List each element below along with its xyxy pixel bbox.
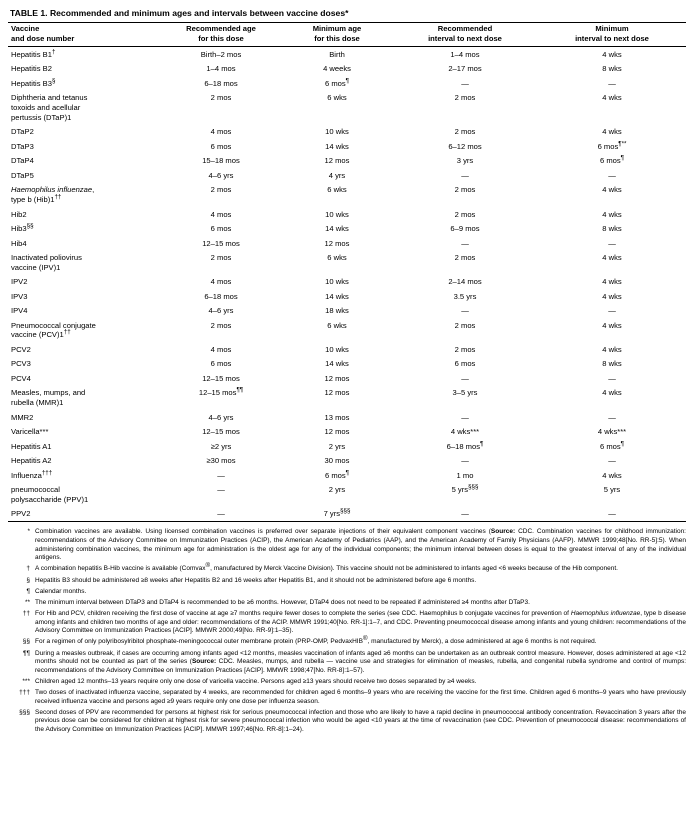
cell-minimum-interval: — xyxy=(608,170,616,180)
table-row xyxy=(8,76,686,91)
cell-minimum-interval: 4 wks xyxy=(602,470,622,480)
cell-recommended-age: 6 mos xyxy=(210,359,232,369)
cell-vaccine-name: pneumococcal polysaccharide (PPV)1 xyxy=(11,485,89,504)
table-row xyxy=(8,207,686,222)
footnote-text: Calendar months. xyxy=(35,587,87,595)
cell-recommended-interval: — xyxy=(461,306,469,316)
rule-segment xyxy=(8,522,160,524)
cell-vaccine-name: Hepatitis A1 xyxy=(11,441,52,451)
cell-recommended-age: 4 mos xyxy=(210,277,232,287)
table-row xyxy=(8,91,686,125)
cell-minimum-interval: 4 wks xyxy=(602,127,622,137)
cell-recommended-interval: — xyxy=(461,456,469,466)
cell-minimum-interval: 4 wks xyxy=(602,277,622,287)
cell-minimum-age: 13 mos xyxy=(324,412,350,422)
cell-minimum-interval: 4 wks xyxy=(602,209,622,219)
cell-vaccine-name: Hib4 xyxy=(11,238,27,248)
cell-recommended-interval: 2 mos xyxy=(454,185,476,195)
cell-recommended-interval: 2 mos xyxy=(454,209,476,219)
footnote xyxy=(8,635,686,647)
footnote-text: Hepatitis B3 should be administered ≥8 weeks after Hepatitis B2 and 16 weeks after Hepatitis B1, and it should not be administered before age 6 months. xyxy=(35,576,477,584)
table-row xyxy=(8,275,686,290)
cell-vaccine-name: IPV2 xyxy=(11,277,28,287)
cell-vaccine-name: DTaP3 xyxy=(11,141,34,151)
cell-recommended-age: 12–15 mos¶¶ xyxy=(198,386,244,398)
cell-minimum-age: 18 wks xyxy=(325,306,349,316)
cell-recommended-age: 4 mos xyxy=(210,127,232,137)
footnote xyxy=(8,599,686,608)
cell-recommended-interval: 4 wks*** xyxy=(450,427,480,437)
cell-minimum-age: 14 wks xyxy=(325,291,349,301)
table-title: TABLE 1. Recommended and minimum ages and intervals between vaccine doses* xyxy=(10,8,349,18)
cell-recommended-interval: 2–14 mos xyxy=(448,277,482,287)
footnote-marker: § xyxy=(26,576,30,584)
footnote-text: For Hib and PCV, children receiving the first dose of vaccine at age ≥7 months require fewer doses to complete the series (see CDC. Haemophilus b conjugate vaccines for prevention of Haemophilus influenzae, type b disease among infants and children two months of age and older: recommendations of the ACIP. MMWR 1991;40[No. RR-1]:1–7, and CDC. Preventing pneumococcal disease among infants and young children: recommendations of the Advisory Committee on Immunization Practices [ACIP]. MMWR 2000;49[No. RR-9]:1–35). xyxy=(35,610,686,635)
column-header-minimum-age xyxy=(282,22,392,47)
footnote-text: A combination hepatitis B-Hib vaccine is available (Comvax®, manufactured by Merck Vaccine Division). This vaccine should not be administered to infants aged <6 weeks because of the Hib component. xyxy=(35,562,618,573)
cell-minimum-age: 14 wks xyxy=(325,141,349,151)
cell-recommended-age: 4–6 yrs xyxy=(208,412,234,422)
cell-minimum-age: 4 yrs xyxy=(328,170,346,180)
footnote-text: For a regimen of only polyribosylribitol phosphate-meningococcal outer membrane protein (PRP-OMP, PedvaxHIB®, manufactured by Merck), a dose administered at age 6 months is not required. xyxy=(35,635,597,646)
cell-vaccine-name: PCV4 xyxy=(11,373,31,383)
cell-recommended-interval: 6–18 mos¶ xyxy=(446,440,484,451)
cell-minimum-age: 7 yrs§§§ xyxy=(323,507,351,519)
table-row xyxy=(8,125,686,140)
cell-vaccine-name: IPV4 xyxy=(11,306,28,316)
column-header-recommended-interval-line1: Recommended xyxy=(437,23,493,33)
column-header-minimum-age-line2: for this dose xyxy=(314,33,360,43)
cell-minimum-interval: 4 wks xyxy=(602,291,622,301)
cell-recommended-interval: — xyxy=(461,373,469,383)
cell-minimum-age: 10 wks xyxy=(325,277,349,287)
cell-minimum-age: 6 wks xyxy=(327,93,347,103)
cell-vaccine-name: Diphtheria and tetanus toxoids and acellular pertussis (DTaP)1 xyxy=(11,93,88,122)
cell-vaccine-name: Inactivated poliovirus vaccine (IPV)1 xyxy=(11,253,82,272)
cell-minimum-interval: 4 wks*** xyxy=(597,427,627,437)
cell-minimum-interval: — xyxy=(608,373,616,383)
cell-recommended-interval: 2 mos xyxy=(454,253,476,262)
cell-minimum-interval: 4 wks xyxy=(602,253,622,262)
cell-recommended-age: 4 mos xyxy=(210,209,232,219)
table-row xyxy=(8,62,686,77)
footnote-marker: † xyxy=(26,565,30,573)
table-row xyxy=(8,454,686,469)
cell-recommended-interval: — xyxy=(461,78,469,88)
cell-minimum-age: 10 wks xyxy=(325,209,349,219)
cell-recommended-interval: 2 mos xyxy=(454,320,476,330)
cell-minimum-interval: 4 wks xyxy=(602,388,622,398)
cell-minimum-interval: — xyxy=(608,456,616,466)
footnote xyxy=(8,709,686,735)
cell-minimum-age: Birth xyxy=(329,49,345,59)
cell-minimum-age: 14 wks xyxy=(325,224,349,233)
cell-vaccine-name: Measles, mumps, and rubella (MMR)1 xyxy=(11,388,86,408)
table-row xyxy=(8,236,686,251)
table-row xyxy=(8,425,686,440)
column-header-minimum-interval xyxy=(538,22,686,47)
column-header-minimum-age-line1: Minimum age xyxy=(312,23,362,33)
table-row xyxy=(8,468,686,483)
cell-minimum-interval: — xyxy=(608,238,616,248)
cell-vaccine-name: PPV2 xyxy=(11,509,31,519)
rule-segment xyxy=(282,522,392,524)
cell-vaccine-name: PCV3 xyxy=(11,359,31,369)
cell-recommended-age: ≥30 mos xyxy=(206,456,236,466)
cell-vaccine-name: DTaP5 xyxy=(11,170,34,180)
table-header xyxy=(8,22,686,47)
cell-minimum-interval: 4 wks xyxy=(602,344,622,354)
column-header-recommended-age-line1: Recommended age xyxy=(186,23,256,33)
cell-recommended-interval: 6 mos xyxy=(454,359,476,369)
footnote-text: Children aged 12 months–13 years require only one dose of varicella vaccine. Persons aged ≥13 years should receive two doses separated by ≥4 weeks. xyxy=(35,677,477,685)
cell-minimum-interval: — xyxy=(608,78,616,88)
cell-recommended-age: 12–15 mos xyxy=(202,238,240,248)
cell-minimum-interval: 8 wks xyxy=(602,224,622,233)
cell-minimum-interval: — xyxy=(608,509,616,519)
footnote-marker: §§§ xyxy=(19,708,30,716)
rule-segment xyxy=(392,522,538,524)
table-bottom-rule xyxy=(8,522,686,524)
column-header-vaccine-line1: Vaccine xyxy=(11,23,40,33)
cell-minimum-interval: — xyxy=(608,412,616,422)
footnote xyxy=(8,588,686,597)
cell-minimum-age: 6 wks xyxy=(327,185,347,195)
cell-minimum-age: 4 weeks xyxy=(323,64,351,74)
cell-minimum-age: 6 wks xyxy=(327,320,347,330)
cell-minimum-age: 12 mos xyxy=(324,388,350,398)
cell-minimum-age: 12 mos xyxy=(324,373,350,383)
cell-vaccine-name: Haemophilus influenzae, type b (Hib)1†† xyxy=(11,185,95,204)
cell-vaccine-name: Hib2 xyxy=(11,209,27,219)
cell-recommended-age: 2 mos xyxy=(210,185,232,195)
cell-minimum-age: 14 wks xyxy=(325,359,349,369)
cell-recommended-interval: 2 mos xyxy=(454,127,476,137)
table-row xyxy=(8,507,686,522)
cell-recommended-interval: 1 mo xyxy=(456,470,474,480)
cell-minimum-interval: 5 yrs xyxy=(603,485,621,495)
vaccine-schedule-table xyxy=(8,22,686,524)
footnote-text: Second doses of PPV are recommended for persons at highest risk for serious pneumococcal infection and those who are likely to have a rapid decline in pneumococcal antibody concentration. Revaccination 3 years after the previous dose can be considered for children at highest risk for severe pneumococcal infection who would be aged <10 years at the time of revaccination (see CDC. Prevention of pneumococcal disease: recommendations of the Advisory Committee on Immunization Practices [ACIP]. MMWR 1997;46[No. RR-8]:1–24). xyxy=(35,708,686,733)
table-body xyxy=(8,47,686,524)
cell-vaccine-name: Varicella*** xyxy=(11,427,49,437)
cell-minimum-interval: 4 wks xyxy=(602,185,622,195)
table-row xyxy=(8,251,686,275)
table-row xyxy=(8,483,686,507)
table-row xyxy=(8,372,686,387)
cell-minimum-age: 6 mos¶ xyxy=(324,77,349,88)
column-header-minimum-interval-line2: interval to next dose xyxy=(575,33,649,43)
table-row xyxy=(8,168,686,183)
column-header-recommended-age-line2: for this dose xyxy=(198,33,244,43)
cell-recommended-interval: — xyxy=(461,238,469,248)
table-row xyxy=(8,439,686,454)
cell-recommended-interval: 2 mos xyxy=(454,93,476,103)
cell-minimum-age: 12 mos xyxy=(324,427,350,437)
table-row xyxy=(8,222,686,237)
cell-recommended-interval: — xyxy=(461,412,469,422)
cell-recommended-age: 1–4 mos xyxy=(206,64,236,74)
cell-vaccine-name: IPV3 xyxy=(11,291,28,301)
cell-vaccine-name: PCV2 xyxy=(11,344,31,354)
table-row xyxy=(8,410,686,425)
cell-vaccine-name: Influenza††† xyxy=(11,469,53,480)
column-header-recommended-age xyxy=(160,22,282,47)
cell-recommended-interval: — xyxy=(461,170,469,180)
table-row xyxy=(8,304,686,319)
cell-recommended-age: 6–18 mos xyxy=(204,291,238,301)
footnote-marker: †† xyxy=(22,610,30,618)
cell-minimum-age: 2 yrs xyxy=(328,485,346,495)
cell-minimum-age: 12 mos xyxy=(324,238,350,248)
cell-vaccine-name: Hepatitis B3§ xyxy=(11,77,56,88)
cell-recommended-age: 6 mos xyxy=(210,224,232,233)
cell-vaccine-name: Pneumococcal conjugate vaccine (PCV)1†† xyxy=(11,320,96,340)
cell-vaccine-name: Hepatitis A2 xyxy=(11,456,52,466)
table-row xyxy=(8,139,686,154)
cell-vaccine-name: MMR2 xyxy=(11,412,34,422)
cell-recommended-interval: 3–5 yrs xyxy=(452,388,478,398)
cell-vaccine-name: DTaP4 xyxy=(11,156,34,166)
cell-recommended-age: — xyxy=(217,509,225,519)
table-row xyxy=(8,357,686,372)
cell-recommended-age: Birth–2 mos xyxy=(200,49,242,59)
cell-minimum-age: 30 mos xyxy=(324,456,350,466)
cell-minimum-interval: 4 wks xyxy=(602,320,622,330)
cell-recommended-age: ≥2 yrs xyxy=(210,441,232,451)
footnote-marker: * xyxy=(27,528,30,536)
footnote-marker: ¶ xyxy=(26,587,30,595)
table-row xyxy=(8,154,686,169)
cell-minimum-interval: 8 wks xyxy=(602,359,622,369)
cell-recommended-age: — xyxy=(217,470,225,480)
cell-minimum-interval: 8 wks xyxy=(602,64,622,74)
cell-vaccine-name: Hepatitis B2 xyxy=(11,64,52,74)
cell-recommended-interval: 1–4 mos xyxy=(450,49,480,59)
footnote-text: The minimum interval between DTaP3 and DTaP4 is recommended to be ≥6 months. However, DTaP4 does not need to be repeated if administered ≥4 months after DTaP3. xyxy=(35,598,530,606)
cell-recommended-interval: 3.5 yrs xyxy=(453,291,477,301)
cell-minimum-interval: 6 mos¶ xyxy=(599,440,624,451)
footnote-marker: ††† xyxy=(19,689,30,697)
cell-vaccine-name: Hepatitis B1† xyxy=(11,48,56,59)
cell-recommended-interval: 2–17 mos xyxy=(448,64,482,74)
cell-recommended-age: 6 mos xyxy=(210,141,232,151)
table-header-row xyxy=(8,22,686,47)
cell-recommended-interval: 2 mos xyxy=(454,344,476,354)
rule-segment xyxy=(160,522,282,524)
column-header-vaccine xyxy=(8,22,160,47)
footnote xyxy=(8,562,686,574)
table-row xyxy=(8,343,686,358)
cell-recommended-age: 15–18 mos xyxy=(202,156,240,166)
cell-recommended-interval: 6–12 mos xyxy=(448,141,482,151)
cell-minimum-interval: 4 wks xyxy=(602,49,622,59)
cell-minimum-age: 10 wks xyxy=(325,344,349,354)
column-header-recommended-interval xyxy=(392,22,538,47)
footnote-text: During a measles outbreak, if cases are occurring among infants aged <12 months, measles vaccination of infants aged ≥6 months can be undertaken as an outbreak control measure. However, doses administered at age <12 months should not be counted as part of the series (Source: CDC. Measles, mumps, and rubella — vaccine use and strategies for elimination of measles, rubella, and congenital rubella syndrome and control of mumps: recommendations of the Advisory Committee on Immunization Practices [ACIP]. MMWR 1998;47[No. RR-8]:1–57). xyxy=(35,649,687,674)
column-header-minimum-interval-line1: Minimum xyxy=(595,23,629,33)
table-row xyxy=(8,289,686,304)
cell-recommended-interval: 5 yrs§§§ xyxy=(451,483,479,495)
footnote xyxy=(8,528,686,562)
rule-segment xyxy=(538,522,686,524)
cell-recommended-interval: — xyxy=(461,509,469,519)
column-header-vaccine-line2: and dose number xyxy=(11,33,75,43)
cell-minimum-age: 12 mos xyxy=(324,156,350,166)
footnote xyxy=(8,678,686,687)
cell-minimum-interval: 4 wks xyxy=(602,93,622,103)
table-row xyxy=(8,386,686,410)
cell-minimum-age: 10 wks xyxy=(325,127,349,137)
cell-vaccine-name: DTaP2 xyxy=(11,127,34,137)
cell-recommended-age: 12–15 mos xyxy=(202,427,240,437)
column-header-recommended-interval-line2: interval to next dose xyxy=(428,33,502,43)
cell-recommended-age: — xyxy=(217,485,225,495)
footnote xyxy=(8,577,686,586)
footnote xyxy=(8,610,686,636)
cell-recommended-age: 4–6 yrs xyxy=(208,306,234,316)
footnote-marker: §§ xyxy=(22,638,30,646)
cell-minimum-interval: 6 mos¶ xyxy=(599,154,624,166)
cell-recommended-age: 4 mos xyxy=(210,344,232,354)
cell-minimum-interval: — xyxy=(608,306,616,316)
footnote xyxy=(8,650,686,676)
cell-recommended-age: 2 mos xyxy=(210,320,232,330)
table-row xyxy=(8,183,686,207)
cell-recommended-age: 12–15 mos xyxy=(202,373,240,383)
footnote-marker: ¶¶ xyxy=(23,649,30,657)
footnote-text: Combination vaccines are available. Using licensed combination vaccines is preferred over separate injections of their equivalent component vaccines (Source: CDC. Combination vaccines for childhood immunization: recommendations of the Advisory Committee on Immunization Practices (ACIP), the American Academy of Pediatrics (AAP), and the American Academy of Family Physicians (AAFP). MMWR 1999;48[No. RR-5]:5). When administering combination vaccines, the minimum age for administration is the oldest age for any of the individual components; the minimum interval between doses is equal to the greatest interval of any of the individual antigens. xyxy=(35,528,686,562)
table-row xyxy=(8,318,686,342)
cell-minimum-age: 2 yrs xyxy=(328,441,346,451)
cell-minimum-age: 6 mos¶ xyxy=(324,469,349,480)
table-row xyxy=(8,47,686,62)
cell-recommended-interval: 6–9 mos xyxy=(450,224,480,233)
cell-recommended-age: 2 mos xyxy=(210,93,232,103)
footnote xyxy=(8,689,686,706)
footnotes xyxy=(8,528,686,734)
footnote-text: Two doses of inactivated influenza vaccine, separated by 4 weeks, are recommended for children aged 6 months–9 years who are receiving the vaccine for the first time. Children aged 6 months–9 years who have previously received influenza vaccine and persons aged ≥9 years require only one dose per influenza season. xyxy=(35,689,686,705)
footnote-marker: ** xyxy=(24,598,30,606)
cell-minimum-interval: 6 mos¶** xyxy=(597,140,627,151)
cell-minimum-age: 6 wks xyxy=(327,253,347,262)
cell-recommended-interval: 3 yrs xyxy=(456,156,474,166)
footnote-marker: *** xyxy=(22,677,30,685)
cell-vaccine-name: Hib3§§ xyxy=(11,222,34,233)
cell-recommended-age: 2 mos xyxy=(210,253,232,262)
cell-recommended-age: 6–18 mos xyxy=(204,78,238,88)
cell-recommended-age: 4–6 yrs xyxy=(208,170,234,180)
